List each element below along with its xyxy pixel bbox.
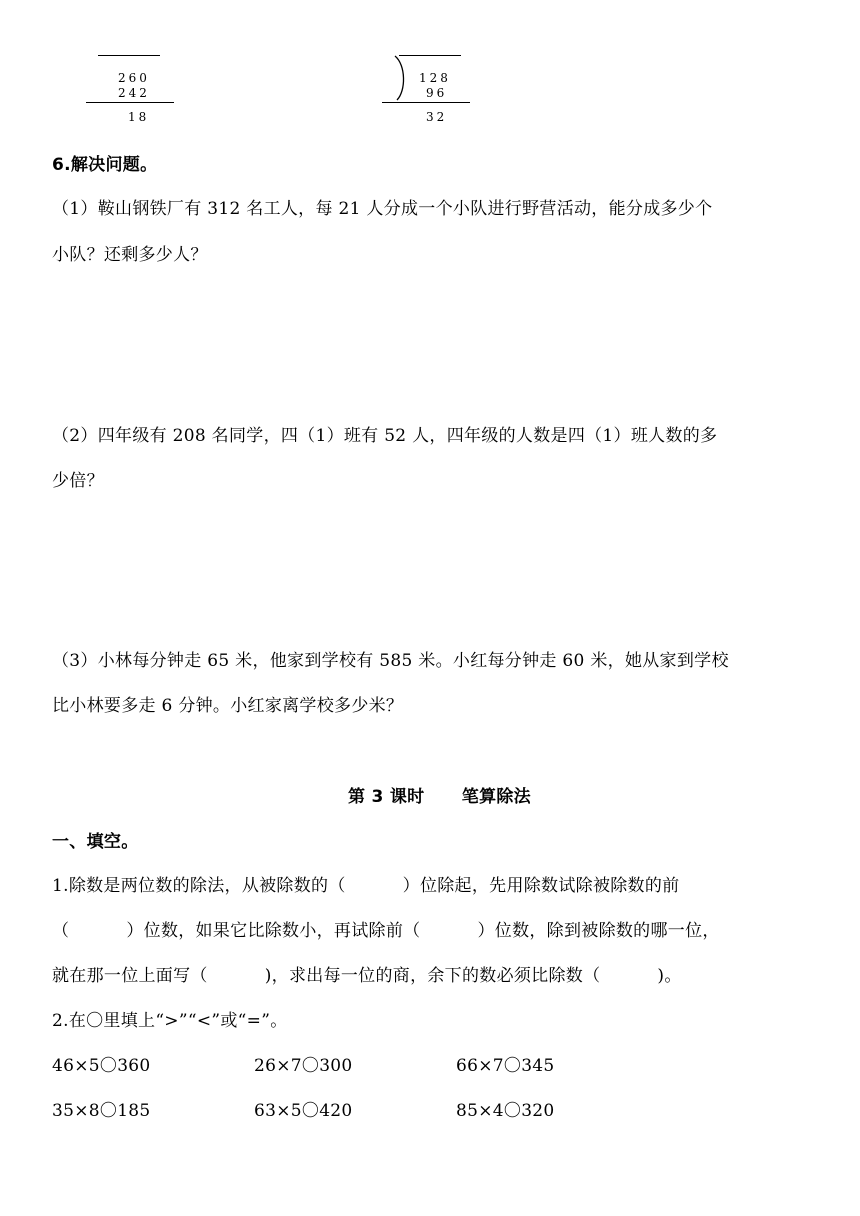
- fill-blank-line-3: 就在那一位上面写（ )，求出每一位的商，余下的数必须比除数（ )。: [52, 966, 682, 986]
- compare-item: 35×8〇185: [52, 1101, 151, 1121]
- quotient-line: [98, 55, 160, 56]
- compare-item: 66×7〇345: [456, 1056, 555, 1076]
- subtraction-line: [382, 102, 470, 103]
- compare-heading: 2.在〇里填上“>”“<”或“=”。: [52, 1011, 288, 1031]
- question-2-line-2: 少倍？: [52, 471, 104, 491]
- fill-blank-line-2: （ ）位数，如果它比除数小，再试除前（ ）位数，除到被除数的哪一位，: [52, 921, 720, 941]
- subtrahend-value: 96: [426, 86, 448, 100]
- compare-item: 26×7〇300: [254, 1056, 353, 1076]
- subtraction-line: [86, 102, 174, 103]
- question-3-line-2: 比小林要多走 6 分钟。小红家离学校多少米？: [52, 696, 404, 716]
- remainder-value: 18: [128, 110, 150, 124]
- compare-row: [52, 1054, 555, 1078]
- compare-item: 85×4〇320: [456, 1101, 555, 1121]
- compare-item: 63×5〇420: [254, 1101, 353, 1121]
- subtrahend-value: 242: [118, 86, 150, 100]
- lesson-title: 第 3 课时 笔算除法: [348, 787, 531, 807]
- dividend-value: 128: [419, 71, 451, 85]
- section6-heading: 6.解决问题。: [52, 155, 158, 175]
- question-1-line-1: （1）鞍山钢铁厂有 312 名工人，每 21 人分成一个小队进行野营活动，能分成多少个: [52, 199, 713, 219]
- question-2-line-1: （2）四年级有 208 名同学，四（1）班有 52 人，四年级的人数是四（1）班人数的多: [52, 426, 718, 446]
- division-bracket-icon: [394, 55, 410, 101]
- question-3-line-1: （3）小林每分钟走 65 米，他家到学校有 585 米。小红每分钟走 60 米，她从家到学校: [52, 651, 729, 671]
- compare-item: 46×5〇360: [52, 1056, 151, 1076]
- fill-blank-line-1: 1.除数是两位数的除法，从被除数的（ ）位除起，先用除数试除被除数的前: [52, 876, 680, 896]
- part1-heading: 一、填空。: [52, 832, 139, 852]
- question-1-line-2: 小队？还剩多少人？: [52, 245, 208, 265]
- dividend-value: 260: [118, 71, 150, 85]
- remainder-value: 32: [426, 110, 448, 124]
- compare-row: [52, 1099, 555, 1123]
